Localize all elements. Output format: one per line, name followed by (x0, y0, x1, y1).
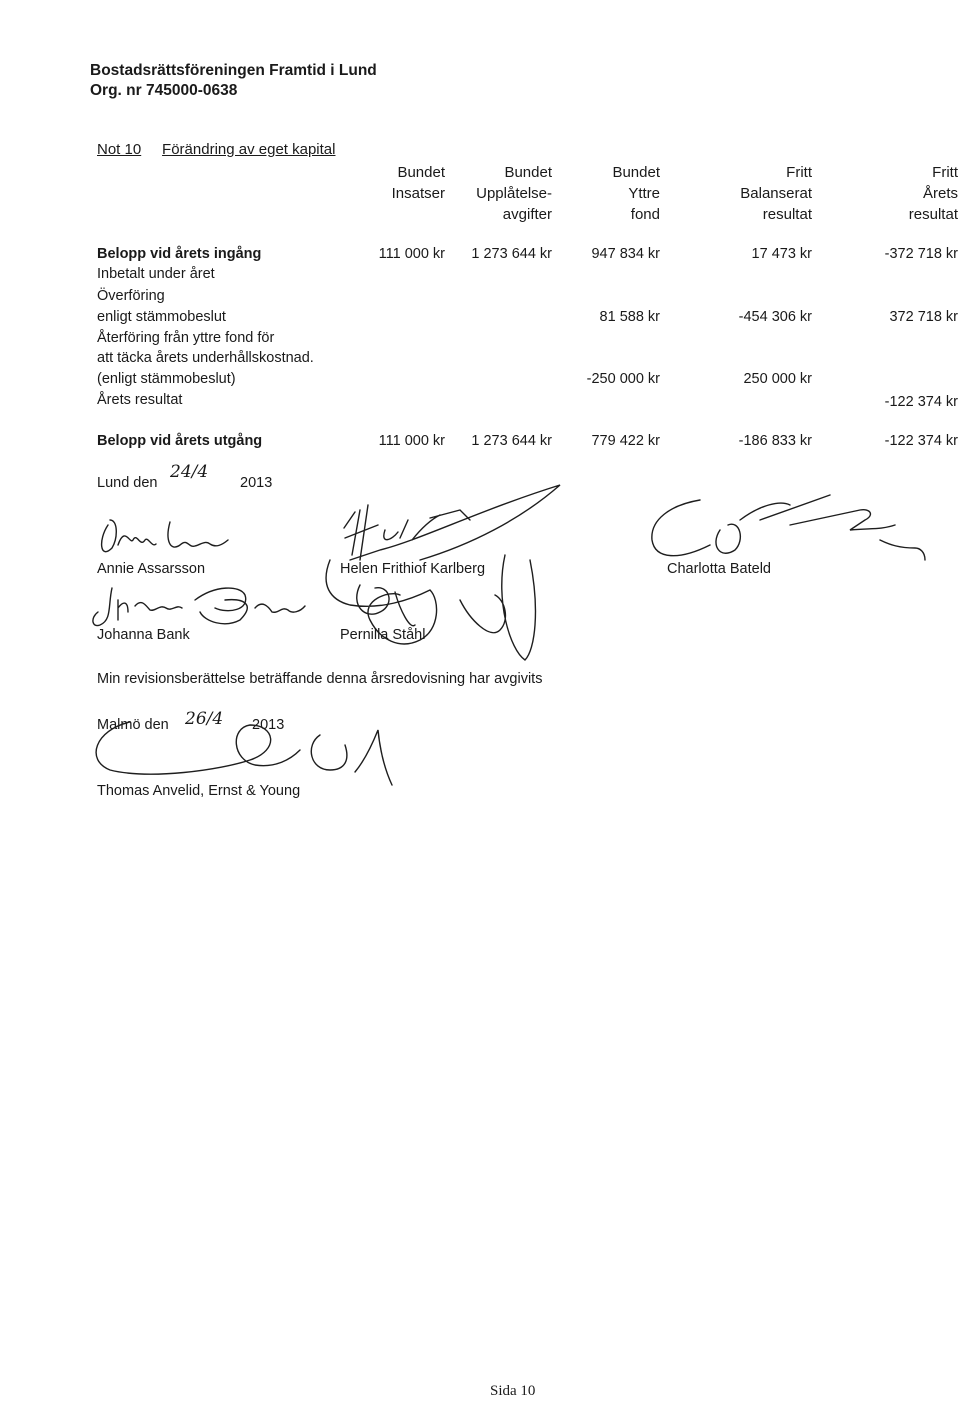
signer-name: Johanna Bank (97, 627, 190, 643)
audit-handwritten-date: 26/4 (185, 709, 224, 729)
page-number: Sida 10 (490, 1383, 536, 1399)
note-title: Förändring av eget kapital (162, 141, 336, 158)
row-label-return: Återföring från yttre fond för (97, 330, 275, 346)
audit-statement: Min revisionsberättelse beträffande denna årsredovisning har avgivits (97, 671, 543, 687)
cell-value: -122 374 kr (884, 394, 958, 410)
cell-value: -454 306 kr (738, 309, 812, 325)
note-number: Not 10 (97, 141, 142, 158)
association-name: Bostadsrättsföreningen Framtid i Lund (90, 62, 377, 79)
cell-value: 111 000 kr (378, 433, 445, 449)
row-label-transfer: enligt stämmobeslut (97, 309, 226, 325)
signing-year: 2013 (240, 475, 273, 491)
cell-value: -122 374 kr (884, 433, 958, 449)
row-label-opening: Belopp vid årets ingång (97, 246, 262, 262)
cell-value: -186 833 kr (738, 433, 812, 449)
col-header-line: resultat (908, 206, 958, 223)
col-header-line: Fritt (932, 164, 958, 181)
org-number: Org. nr 745000-0638 (90, 82, 238, 99)
signer-name: Annie Assarsson (97, 561, 206, 577)
signing-place: Lund den (97, 475, 158, 491)
col-header-line: Årets (922, 185, 958, 202)
cell-value: 250 000 kr (743, 371, 812, 387)
audit-place: Malmö den (97, 717, 169, 733)
cell-value: 81 588 kr (599, 309, 660, 325)
cell-value: 111 000 kr (378, 246, 445, 262)
handwritten-date: 24/4 (170, 462, 209, 482)
col-header-line: Balanserat (740, 185, 812, 202)
col-header-line: avgifter (502, 206, 552, 223)
cell-value: -372 718 kr (884, 246, 958, 262)
row-label-paid: Inbetalt under året (97, 266, 215, 282)
col-header-line: Bundet (504, 164, 552, 181)
col-header-line: Upplåtelse- (476, 185, 552, 202)
cell-value: 947 834 kr (591, 246, 660, 262)
row-label-closing: Belopp vid årets utgång (97, 433, 263, 449)
cell-value: 372 718 kr (889, 309, 958, 325)
signer-name: Pernilla Ståhl (340, 627, 426, 643)
signer-name: Charlotta Bateld (667, 561, 771, 577)
auditor-name: Thomas Anvelid, Ernst & Young (97, 783, 301, 799)
row-label-return: att täcka årets underhållskostnad. (97, 350, 314, 366)
row-label-result: Årets resultat (97, 392, 183, 408)
cell-value: -250 000 kr (586, 371, 660, 387)
row-label-return: (enligt stämmobeslut) (97, 371, 236, 387)
signature-auditor (96, 722, 392, 785)
cell-value: 1 273 644 kr (471, 246, 552, 262)
audit-year: 2013 (252, 717, 285, 733)
col-header-line: Yttre (628, 185, 660, 202)
col-header-line: Insatser (391, 185, 445, 202)
col-header-line: resultat (762, 206, 812, 223)
col-header-line: fond (630, 206, 660, 223)
row-label-transfer: Överföring (97, 288, 165, 304)
cell-value: 1 273 644 kr (471, 433, 552, 449)
col-header-line: Fritt (786, 164, 812, 181)
cell-value: 17 473 kr (751, 246, 812, 262)
cell-value: 779 422 kr (591, 433, 660, 449)
col-header-line: Bundet (397, 164, 445, 181)
signer-name: Helen Frithiof Karlberg (340, 561, 486, 577)
col-header-line: Bundet (612, 164, 660, 181)
